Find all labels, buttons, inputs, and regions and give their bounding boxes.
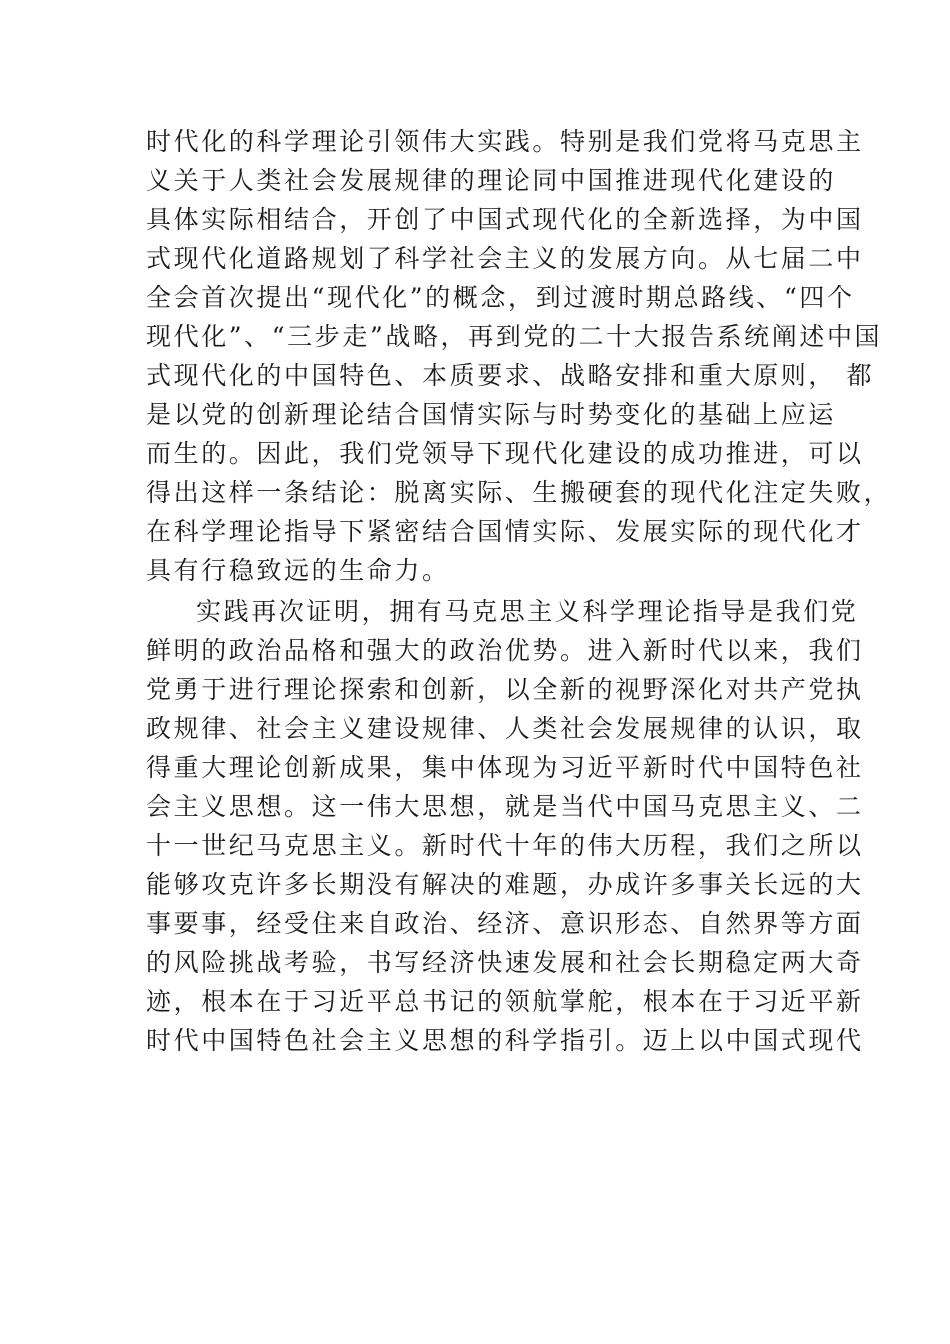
text-line: 党勇于进行理论探索和创新，以全新的视野深化对共产党执 bbox=[146, 675, 864, 704]
text-line: 而生的。因此，我们党领导下现代化建设的成功推进，可以 bbox=[146, 439, 864, 468]
body-text bbox=[146, 122, 892, 1060]
text-line: 现代化”、“三步走”战略，再到党的二十大报告系统阐述中国 bbox=[146, 322, 883, 351]
text-line: 能够攻克许多长期没有解决的难题，办成许多事关长远的大 bbox=[146, 870, 864, 899]
text-line: 时代化的科学理论引领伟大实践。特别是我们党将马克思主 bbox=[146, 127, 864, 156]
text-line: 政规律、社会主义建设规律、人类社会发展规律的认识，取 bbox=[146, 714, 864, 743]
text-line: 是以党的创新理论结合国情实际与时势变化的基础上应运 bbox=[146, 400, 837, 429]
text-line: 事要事，经受住来自政治、经济、意识形态、自然界等方面 bbox=[146, 909, 864, 938]
text-line: 实践再次证明，拥有马克思主义科学理论指导是我们党 bbox=[196, 597, 859, 626]
text-line: 得出这样一条结论：脱离实际、生搬硬套的现代化注定失败， bbox=[146, 478, 892, 507]
text-line: 会主义思想。这一伟大思想，就是当代中国马克思主义、二 bbox=[146, 792, 864, 821]
text-line: 义关于人类社会发展规律的理论同中国推进现代化建设的 bbox=[146, 166, 837, 195]
paragraph-1 bbox=[146, 122, 892, 590]
text-line: 的风险挑战考验，书写经济快速发展和社会长期稳定两大奇 bbox=[146, 948, 864, 977]
text-line: 具有行稳致远的生命力。 bbox=[146, 556, 450, 585]
text-line: 鲜明的政治品格和强大的政治优势。进入新时代以来，我们 bbox=[146, 636, 864, 665]
text-line: 十一世纪马克思主义。新时代十年的伟大历程，我们之所以 bbox=[146, 831, 864, 860]
text-line: 式现代化的中国特色、本质要求、战略安排和重大原则， 都 bbox=[146, 361, 875, 390]
text-line: 迹，根本在于习近平总书记的领航掌舵，根本在于习近平新 bbox=[146, 987, 864, 1016]
text-line: 时代中国特色社会主义思想的科学指引。迈上以中国式现代 bbox=[146, 1026, 864, 1055]
paragraph-2 bbox=[146, 592, 864, 1060]
text-line: 在科学理论指导下紧密结合国情实际、发展实际的现代化才 bbox=[146, 517, 864, 546]
text-line: 式现代化道路规划了科学社会主义的发展方向。从七届二中 bbox=[146, 244, 864, 273]
text-line: 具体实际相结合，开创了中国式现代化的全新选择，为中国 bbox=[146, 205, 864, 234]
text-line: 得重大理论创新成果，集中体现为习近平新时代中国特色社 bbox=[146, 753, 864, 782]
text-line: 全会首次提出“现代化”的概念，到过渡时期总路线、“四个 bbox=[146, 283, 855, 312]
